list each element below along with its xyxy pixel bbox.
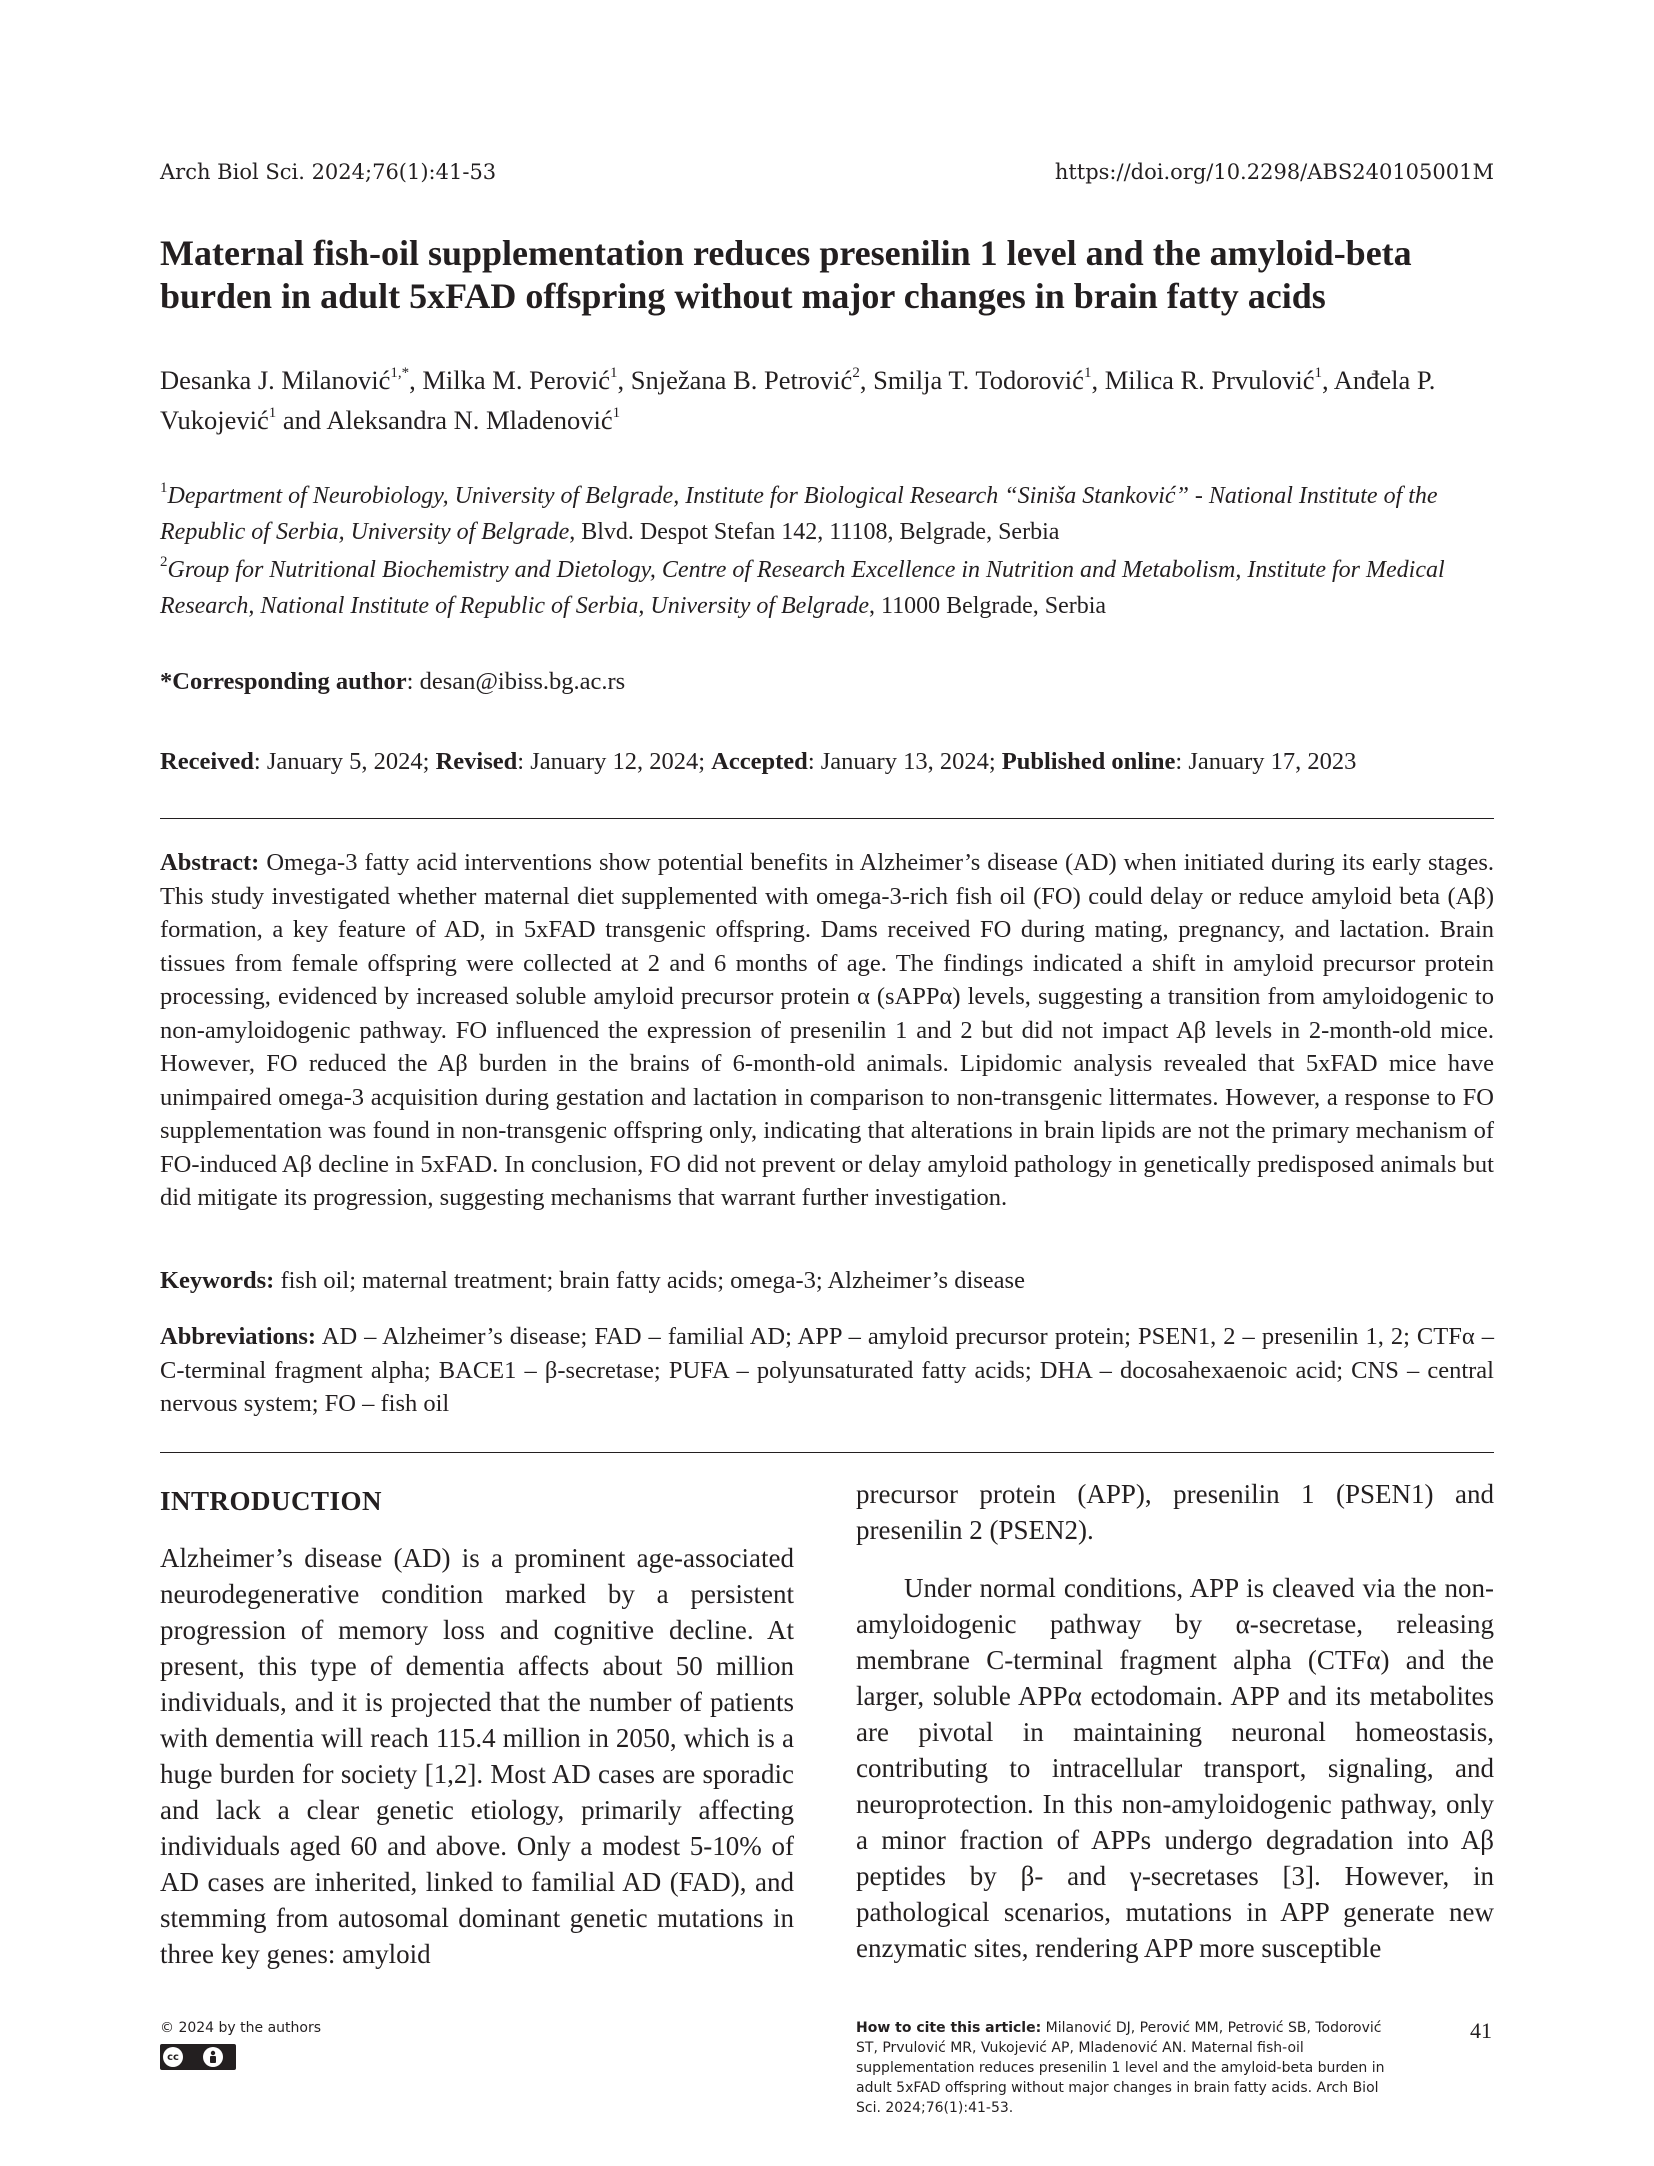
keywords: Keywords: fish oil; maternal treatment; brain fatty acids; omega-3; Alzheimer’s disease (160, 1267, 1025, 1294)
journal-citation: Arch Biol Sci. 2024;76(1):41-53 (160, 160, 497, 184)
author: Milka M. Perović$^1$, (422, 365, 631, 395)
email-link[interactable]: desan@ibiss.bg.ac.rs (419, 668, 626, 695)
author: Smilja T. Todorović$^1$, (873, 365, 1105, 395)
paragraph: precursor protein (APP), presenilin 1 (PSEN1) and presenilin 2 (PSEN2). (856, 1479, 1494, 1545)
abbreviations: Abbreviations: AD – Alzheimer’s disease; FAD – familial AD; APP – amyloid precursor protein; PSEN1, 2 – presenilin 1, 2; CTFα – C-terminal fragment alpha; BACE1 – β-secretase; PUFA – polyunsaturated fatty acids; DHA – docosahexaenoic acid; CNS – central nervous system; FO – fish oil (160, 1323, 1494, 1417)
intro-left-column (160, 1484, 794, 1972)
affiliation-1: $^1$Department of Neurobiology, University of Belgrade, Institute for Biological Research “Siniša Stanković” - National Institute of the Republic of Serbia, University of Belgrade, Blvd. Despot Stefan 142, 11108, Belgrade, Serbia (160, 480, 1438, 545)
corresponding-author: *Corresponding author: desan@ibiss.bg.ac.rs (160, 668, 626, 695)
paragraph: Under normal conditions, APP is cleaved via the non-amyloidogenic pathway by α-secretase, releasing membrane C-terminal fragment alpha (CTFα) and the larger, soluble APPα ectodomain. APP and its metabolites are pivotal in maintaining neuronal homeostasis, contributing to intracellular transport, signaling, and neuroprotection. In this non-amyloidogenic pathway, only a minor fraction of APPs undergo degradation into Aβ peptides by β- and γ-secretases [3]. However, in pathological scenarios, mutations in APP generate new enzymatic sites, rendering APP more susceptible (856, 1573, 1494, 1963)
person-icon (203, 2047, 223, 2067)
section-heading: INTRODUCTION (160, 1486, 383, 1516)
doi-link[interactable]: https://doi.org/10.2298/ABS240105001M (1054, 160, 1494, 184)
paragraph: Alzheimer’s disease (AD) is a prominent age-associated neurodegenerative condition marked by a persistent progression of memory loss and cognitive decline. At present, this type of dementia affects about 50 million individuals, and it is projected that the number of patients with dementia will reach 115.4 million in 2050, which is a huge burden for society [1,2]. Most AD cases are sporadic and lack a clear genetic etiology, primarily affecting individuals aged 60 and above. Only a modest 5-10% of AD cases are inherited, linked to familial AD (FAD), and stemming from autosomal dominant genetic mutations in three key genes: amyloid (160, 1543, 794, 1969)
publication-dates: Received: January 5, 2024; Revised: January 12, 2024; Accepted: January 13, 2024; Published online: January 17, 2023 (160, 748, 1357, 775)
author: Anđela P. Vukojević$^1$ and (160, 365, 1436, 435)
abstract: Abstract: Omega-3 fatty acid interventions show potential benefits in Alzheimer’s disease (AD) when initiated during its early stages. This study investigated whether maternal diet supplemented with omega-3-rich fish oil (FO) could delay or reduce amyloid beta (Aβ) formation, a key feature of AD, in 5xFAD transgenic offspring. Dams received FO during mating, pregnancy, and lactation. Brain tissues from female offspring were collected at 2 and 6 months of age. The findings indicated a shift in amyloid precursor protein processing, evidenced by increased soluble amyloid precursor protein α (sAPPα) levels, suggesting a transition from amyloidogenic to non-amyloidogenic pathway. FO influenced the expression of presenilin 1 and 2 but did not impact Aβ levels in 2-month-old mice. However, FO reduced the Aβ burden in the brains of 6-month-old animals. Lipidomic analysis revealed that 5xFAD mice have unimpaired omega-3 acquisition during gestation and lactation in comparison to non-transgenic littermates. However, a response to FO supplementation was found in non-transgenic offspring only, indicating that alterations in brain lipids are not the primary mechanism of FO-induced Aβ decline in 5xFAD. In conclusion, FO did not prevent or delay amyloid pathology in genetically predisposed animals but did mitigate its progression, suggesting mechanisms that warrant further investigation. (160, 849, 1494, 1211)
article-title: Maternal fish-oil supplementation reduces presenilin 1 level and the amyloid-beta burden in adult 5xFAD offspring without major changes in brain fatty acids (160, 233, 1412, 316)
cc-by-icon[interactable]: cc (160, 2044, 236, 2070)
divider-bottom (160, 1452, 1494, 1453)
page-number: 41 (1470, 2018, 1492, 2043)
copyright: © 2024 by the authors (160, 2020, 322, 2036)
author: Desanka J. Milanović$^{1,*}$, (160, 365, 423, 395)
author: Snježana B. Petrović$^2$, (630, 365, 874, 395)
intro-right-column (856, 1476, 1494, 1966)
affiliation-2: $^2$Group for Nutritional Biochemistry and Dietology, Centre of Research Excellence in Nutrition and Metabolism, Institute for Medical Research, National Institute of Republic of Serbia, University of Belgrade, 11000 Belgrade, Serbia (160, 554, 1445, 619)
divider-top (160, 818, 1494, 819)
author: Aleksandra N. Mladenović$^1$ (326, 405, 621, 435)
how-to-cite: How to cite this article: Milanović DJ, Perović MM, Petrović SB, Todorović ST, Prvulović MR, Vukojević AP, Mladenović AN. Maternal fish-oil supplementation reduces presenilin 1 level and the amyloid-beta burden in adult 5xFAD offspring without major changes in brain fatty acids. Arch Biol Sci. 2024;76(1):41-53. (856, 2020, 1385, 2116)
author: Milica R. Prvulović$^1$, (1104, 365, 1334, 395)
author-list (160, 360, 1510, 440)
